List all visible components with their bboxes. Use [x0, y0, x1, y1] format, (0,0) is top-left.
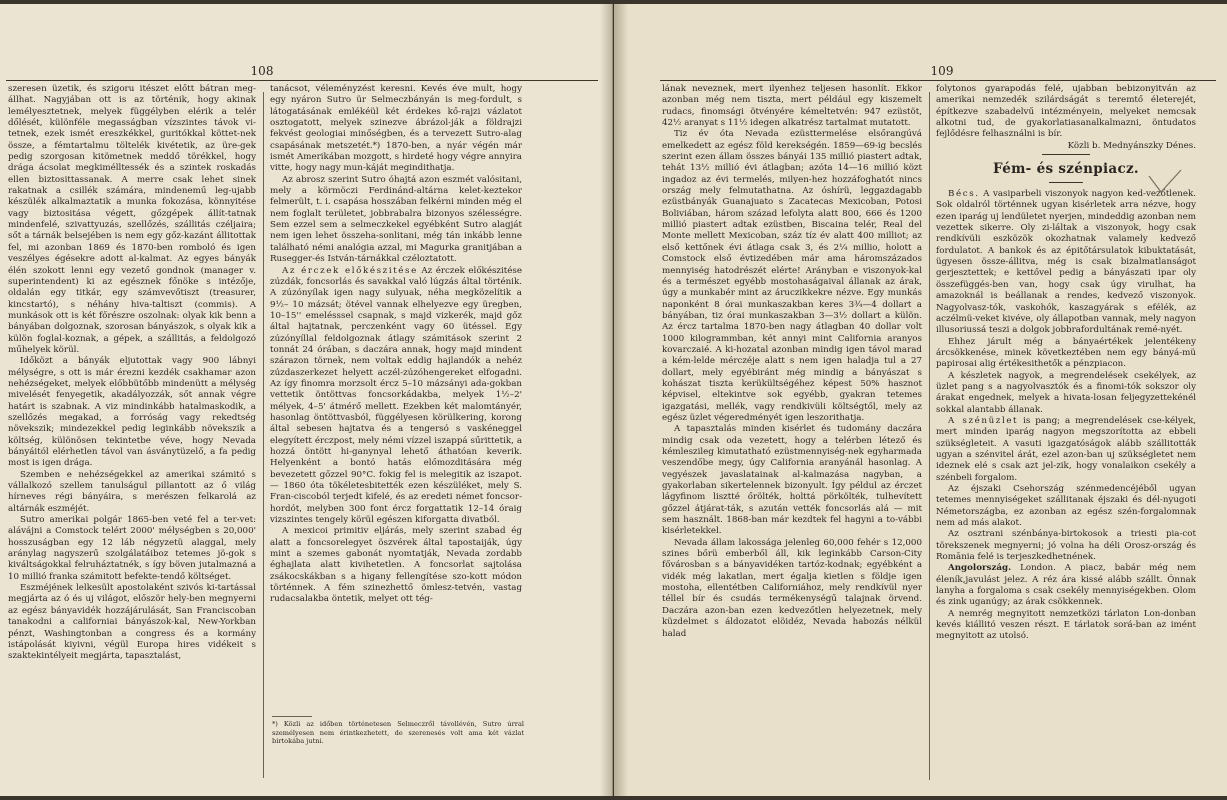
footnote-rule: [272, 716, 312, 717]
paragraph: Eszméjének lelkesült apostolaként szivós ki-tartással megjárta az ó és uj világot, először hely-ben megnyerni az egész bányavidék hozzájárulását, San Franciscoban tanakodni a californiai bányászok-kal, New-Yorkban pénzt, Washingtonban a congress és a kormány istápolását kiyivni, végül Europa hires vidékeit s szaktekintélyeit megjárta, tapasztalást,: [8, 583, 256, 662]
paragraph: Nevada állam lakossága jelenleg 60,000 fehér s 12,000 szines bőrü emberből áll, kik leginkább Carson-City fővárosban s a bányavidéken tartóz-kodnak; egyébként a vidék még lakatlan, mert égalja kietlen s földje igen mostoha, ellentétben Californiához, mely rendkívül nyer téllel bír és csudás termékenységű talajnak örvend. Daczára azon-ban ezen kedvezőtlen helyezetnek, mely küzdelmet s áldozatot elöidéz, Nevada habozás nélkül halad: [662, 537, 922, 639]
column-divider-left: [263, 92, 264, 778]
pencil-checkmark-icon: [1147, 168, 1183, 198]
market-paragraph: [936, 609, 1196, 643]
paragraph: Sutro amerikai polgár 1865-ben veté fel a ter-vet: alávájni a Comstock telért 2000' mélységben s 20,000' hosszuságban egy 12 láb négyzetü alaggal, mely aránylag nagyszerű szolgálatáiboz tetemes jö-gok s kiváltságokkal felruháztatnék, s így böven jutalmazná a 10 millió franka számitott befekte-tendő költséget.: [8, 515, 256, 582]
header-rule-right: [660, 80, 1216, 81]
paragraph: A mexicoi primitiv eljárás, mely szerint szabad ég alatt a foncsorelegyet öszvérek által tapostaiják, úgy mint a szemes gabonát nyomtatják, Nevada zordabb éghajlata alatt kivihetetlen. A foncsorlat sajtolása zsákocskákban s a higany fellengítése szo-kott módon történnek. A fém szinezhettő ömlesz-tetvén, vastag rudacsalakba öntetik, melyet ott tég-: [270, 526, 522, 605]
paragraph-text: A vasiparbeli viszonyok nagyon ked-vezőtlenek. Sok oldalról történnek ugyan kisérletek arra nézve, hogy ezen iparág uj lendületet nyerjen, mindeddig azonban nem vezettek sikerre. Oly zi-láltak a viszonyok, hogy csak rendkívüli eszközök okozhatnak valamely kedvező fordulatot. A bankok és az épitőtársulatok kibuktatását, ügyesen össze-állitva, még is csak bizalmatlanságot gerjesztettek; e kettővel pedig a bányászati ipar oly összefüggés-ben van, hogy csak úgy virulhat, ha amazoknál is beállanak a rendes, kedvező viszonyok. Nagyolvasz-tók, vaskohók, kaszagyárak s efélék, az aczélmü-veket kivéve, oly állapotban vannak, mely nagyon illusoriussá teszi a dolgok jobbrafordultának remé-nyét.: [936, 189, 1196, 336]
page-number-left: 108: [250, 64, 274, 78]
paragraph-text: A nemrég megnyitott nemzetközi tárlaton Lon-donban kevés kiállitó veszen részt. E tárlatok sorá-ban az imént megnyitott az utolsó.: [936, 608, 1196, 642]
page-number-right: 109: [930, 64, 954, 78]
paragraph: Az érczek előkészitése Az érczek előkészitése zúzdák, foncsorlás és savakkal való lúgzás által történik. A zúzónyílak igen nagy sulyuak, néha megközelítik a 9½– 10 mázsát; ötével vannak elhelyezve egy üregben, 10–15'' emelésssel csapnak, s majd vizkerék, majd gőz által hajtatnak, perczenként vagy 60 ütéssel. Egy zúzónyíllal feldolgoznak átlagy számitások szerint 2 tonnát 24 órában, s daczára annak, hogy majd mindent szárazon törnek, nem voltak eddig hajlandók a nehéz zúzdaszerkezet helyett aczél-zúzóhengereket elfogadni. Az így finomra morzsolt ércz 5–10 mázsányi ada-gokban vettetik öntöttvas foncsorkádakba, melyek 1½–2' mélyek, 4–5' átmérő mellett. Ezekben két malomtányér, hasonlag öntöttvasból, függélyesen körülkering, korong által sebesen hajtatva és a tengersó s vaskéneggel elegyített érczpost, mely némi vízzel iszappá sűrittetik, a hozzá öntött hi-ganynyal lehető áthatóan keverik. Helyenként a bontó hatás előmozditására még bevezetett gőzzel 90°C. fokig fel is melegitik az iszapot. — 1860 óta tökéletesbitették ezen készüléket, mely S. Fran-ciscoból terjedt kifelé, és az eredeti német foncsor-hordót, melyben 300 font ércz forgattatik 12–14 óraig vizszintes tengely körül egészen kiforgatta divatból.: [270, 265, 522, 526]
paragraph: Szemben e nehézségekkel az amerikai számitó s vállalkozó szellem tanulságul pillantott az ő világ hírneves régi bányáira, s merészen felkarolá az altárnák eszméjét.: [8, 469, 256, 514]
paragraph-text: Az osztrani szénbánya-birtokosok a triesti pia-cot törekszenek megnyerni; jó volna ha déli Orosz-ország és Romānia felé is terjeszkedhetnének.: [936, 529, 1196, 563]
left-page: [0, 4, 613, 796]
market-paragraph: [936, 189, 1196, 336]
footnote: *) Közli az időben történetesen Selmeczről távollévén, Sutro úrral személyesen nem érintkezhetett, de szerenesés volt ama két vázlat birtokába jutni.: [272, 720, 524, 746]
paragraph-text: London. A piacz, babár még nem éleník,javulást jelez. A réz ára kissé alább szállt. Ónnak lanyha a forgaloma s csak csekély mennyiségekben. Olom és zink uganúgy; az árak csökkennek.: [936, 563, 1196, 608]
paragraph: Időközt a bányák eljutottak vagy 900 lábnyi mélységre, s ott is már érezni kezdék csakhamar azon nehézségeket, melyek előbbütőbb mindenütt a mélység mivelését fenyegetik, akadályozzák, sőt annak végre határt is szabnak. A viz mindinkább hatalmaskodik, a szellőzés megakad, a forróság vagy rekedtség növekszik; mindezekkel pedig leginkább növekszik a költség, különösen tekintetbe véve, hogy Nevada bányáitól elérhetlen távol van ásványtüzelő, a fa pedig most is igen drága.: [8, 356, 256, 469]
section-title: Fém- és szénpiacz.: [993, 161, 1139, 178]
section-separator: [1049, 182, 1083, 183]
market-paragraph: [936, 337, 1196, 371]
section-separator: [1042, 154, 1090, 155]
market-paragraph: [936, 563, 1196, 608]
paragraph: folytonos gyarapodás felé, ujabban bebizonyitván az amerikai nemzedék szilárdságát s teremtő életerejét, építkezve szabadelvű intézményein, melyeket nemcsak alkotni tud, de gyakorlatiasanalkalmazni, öntudatos fejlődésre felhasználni is bír.: [936, 84, 1196, 140]
paragraph-lead: Bécs.: [948, 189, 980, 200]
market-paragraph: [936, 416, 1196, 484]
ore-processing-text: Az érczek előkészitése zúzdák, foncsorlás és savakkal való lúgzás által történik. A zúzónyílak igen nagy sulyuak, néha megközelítik a 9½– 10 mázsát; ötével vannak elhelyezve egy üregben, 10–15'' emelésssel csapnak, s majd vizkerék, majd gőz által hajtatnak, perczenként vagy 60 ütéssel. Egy zúzónyíllal feldolgoznak átlagy számitások szerint 2 tonnát 24 órában, s daczára annak, hogy majd mindent szárazon törnek, nem voltak eddig hajlandók a nehéz zúzdaszerkezet helyett aczél-zúzóhengereket elfogadni. Az így finomra morzsolt ércz 5–10 mázsányi ada-gokban vettetik öntöttvas foncsorkádakba, melyek 1½–2' mélyek, 4–5' átmérő mellett. Ezekben két malomtányér, hasonlag öntöttvasból, függélyesen körülkering, korong által sebesen hajtatva és a tengersó s vaskéneggel elegyített érczpost, mely némi vízzel iszappá sűrittetik, a hozzá öntött hi-ganynyal lehető áthatóan keverik. Helyenként a bontó hatás előmozditására még bevezetett gőzzel 90°C. fokig fel is melegitik az iszapot. — 1860 óta tökéletesbitették ezen készüléket, mely S. Fran-ciscoból terjedt kifelé, és az eredeti német foncsor-hordót, melyben 300 font ércz forgattatik 12–14 óraig vizszintes tengely körül egészen kiforgatta divatból.: [270, 265, 522, 526]
market-paragraph: [936, 529, 1196, 563]
right-column-1: [662, 84, 922, 792]
header-rule-left: [6, 80, 598, 81]
signature: Közli b. Mednyánszky Dénes.: [1067, 140, 1196, 151]
paragraph: tanácsot, véleményzést keresni. Kevés éve mult, hogy egy nyáron Sutro ür Selmeczbányán is meg-fordult, s látogatásának emlékéül két érdekes kő-rajzi vázlatot osztogatott, melyek szinezve ábrázol-ják a földrajzi fekvést geologiai minőségben, és a tervezett Sutro-alag csapásának metszetét.*) 1870-ben, a nyár végén már ismét Amerikában mozgott, s hirdeté hogy végre annyira vitte, hogy nagy mun-káját megindithatja.: [270, 84, 522, 174]
paragraph-text: is pang; a megrendelések cse-kélyek, mert minden iparág nagyon megszorította az ebbeli szükségleteit. A vasuti igazgatóságok alább szállitották ugyan a szénvitel árát, ezel azon-ban uj szükségletet nem ideznek elé s csak azt jel-zik, hogy vonalaikon csekély a szénbeli forgalom.: [936, 415, 1196, 483]
paragraph: Az abrosz szerint Sutro óhajtá azon eszmét valósitani, mely a körmöczi Ferdinánd-altárna kelet-keztekor felmerült, t. i. csapása hosszában felkérni minden még el nem foglalt területet, jobbrabalra bizonyos szélességre. Sem ezzel sem a selmeczkekel egyébként Sutro alagját nem igen lehet összeha-sonlitani, még tán inkább lenne található némi analógia azzal, mi Magurka granitjában a Rusegger-és István-tárnákkal czéloztatott.: [270, 174, 522, 265]
paragraph: A tapasztalás minden kisérlet és tudomány daczára mindig csak oda vezetett, hogy a telérben létező és kémleszileg kimutatható ezüstmennyiség-nek egyharmada veszendőbe megy, úgy California aranyánál hasonlag. A vegyészek javaslatainak al-kalmazása nagyban, a gyakorlaban sikertelennek bizonyult. Így példul az érczet lágyfinom lisztté őrölték, holttá pörkölték, tulhevített gőzzel átjárat-ták, s azután vették foncsorlás alá — mit sem használt. 1868-ban már kezdtek fel hagyni a to-vábbi kisérletekkel.: [662, 424, 922, 537]
paragraph-text: A készletek nagyok, a megrendelések csekélyek, az üzlet pang s a nagyolvasztók és a finomi-tók sokszor oly árakat engednek, melyek a hivata-losan feljegyzettekénél sokkal alantabb állanak.: [936, 370, 1196, 415]
paragraph-lead: A szénüzlet: [948, 415, 1019, 426]
paragraph: szeresen üzetik, és szigoru itészet előtt bátran meg-állhat. Nagyjában ott is az történik, hogy akinak lemélyesztetnek, melyek függélyben elérik a telér dőlését, különféle megasságban vízszintes távok vi-tetnek, ezek ismét ereszkékkel, guritókkal köttet-nek össze, a fémtartalmu töltelék kivétetik, az üre-gek pedig szorgosan kitömetnek meddő törékkel, hogy drága ácsolat megkimélltessék és a szintek roskadás ellen biztosittassanak. A merre csak lehet sinek rakatnak a csillék számára, mindenemű leg-ujabb készülék alkalmaztatik a munka fokozása, könnyitése vagy biztositása végett, gőzgépek állít-tatnak mindenfelé, szivattyuzás, szellőzés, szállitás czéljaira; sőt a tárnák belsejében is nem egy gőz-kazánt állitottak fel, mi azonban 1869 és 1870-ben romboló és igen veszélyes égésekre adott al-kalmat. Az egyes bányák élén szokott lenni egy vezető gondnok (manager v. superintendent) ki az egésznek főnöke s intézője, oldalán egy titkár, egy számvevőtiszt (treasurer, kincstartó), s néhány hiva-taltiszt (commis). A munkások ott is két főrészre oszolnak: olyak kik benn a bányában dolgoznak, szorosan bányászok, s olyak kik a külön foglal-koznak, a gépek, a szállitás, a feldolgozó műhelyek körül.: [8, 84, 256, 355]
paragraph-text: Ehhez járult még a bányaértékek jelentékeny árcsökkenése, minek következtében nem egy bányá-mü papirosai alig értékesithetők a pénzpiacon.: [936, 336, 1196, 370]
paragraph-lead: Angolország.: [948, 563, 1012, 574]
column-divider-right: [929, 92, 930, 780]
paragraph-text: Az éjszaki Csehország szénmedencéjéből ugyan tetemes mennyiségeket szállitanak éjszaki és dél-nyugoti Németországba, ez azonban az egész szén-forgalomnak nem ad más alakot.: [936, 484, 1196, 529]
paragraph: lának neveznek, mert ilyenhez teljesen hasonlít. Ekkor azonban még nem tiszta, mert például egy kiszemelt rudacs, finomsági ötvényére kémeltetvén: 947 ezüstöt, 42½ aranyat s 11½ idegen alkatrész tartalmat mutatott.: [662, 84, 922, 129]
paragraph: Tiz év óta Nevada ezüsttermelése elsőrangúvá emelkedett az egész föld kerekségén. 1859—69-ig becslés szerint ezen állam összes bányái 135 millió piastert adtak, tehát 13½ millió évi átlagban; azóta 14—16 millió közt ingadoz az évi termelés, milyen-hez hozzáfoghatót nincs ország mely felmutathatna. Az óshírü, leggazdagabb ezüstbányák Guanajuato s Zacatecas Mexicoban, Potosi Boliviában, három század lefolyta alatt 800, 666 és 1200 millió piastert adtak ezüstben, Biscaina telér, Real del Monte mellett Mexicoban, száz tíz év alatt 400 milliot; az első kettőnek évi átlaga csak 3, és 2¼ millio, holott a Comstock első évtizedében már ama háromszázados mennyiség hatodrészét elérte! Arányban e viszonyok-kal és a természet egyébb mostohaságaival állanak az árak, úgy a munkabér mint az áruczikkekre nézve. Egy munkás naponként 8 órai munkaszakban keres 3¾—4 dollart a bányában, tiz órai munkaszakban 3—3½ dollart a külön. Az ércz tartalma 1870-ben nagy átlagban 40 dollar volt 1000 kilogrammban, két annyi mint California aranyos kovarczaié. A ki-hozatal azonban mindig igen távol marad a kém-lelde mérczéje alatt s nem igen haladja tul a 27 dollart, mely egyébiránt még mindig a bányászat s kohászat tiszta kerükültségéhez képest 50% hasznot képvisel, eltekintve sok egyébb, gyakran tetemes igazgatási, mellék, vagy rendkivüli költségtől, mely az egész üzlet végeredményét igen leszorithatja.: [662, 129, 922, 423]
market-paragraph: [936, 484, 1196, 529]
left-column-2: [270, 84, 522, 710]
left-column-1: [8, 84, 256, 790]
market-paragraph: [936, 371, 1196, 416]
right-page: [614, 4, 1227, 796]
market-report: [936, 189, 1196, 643]
